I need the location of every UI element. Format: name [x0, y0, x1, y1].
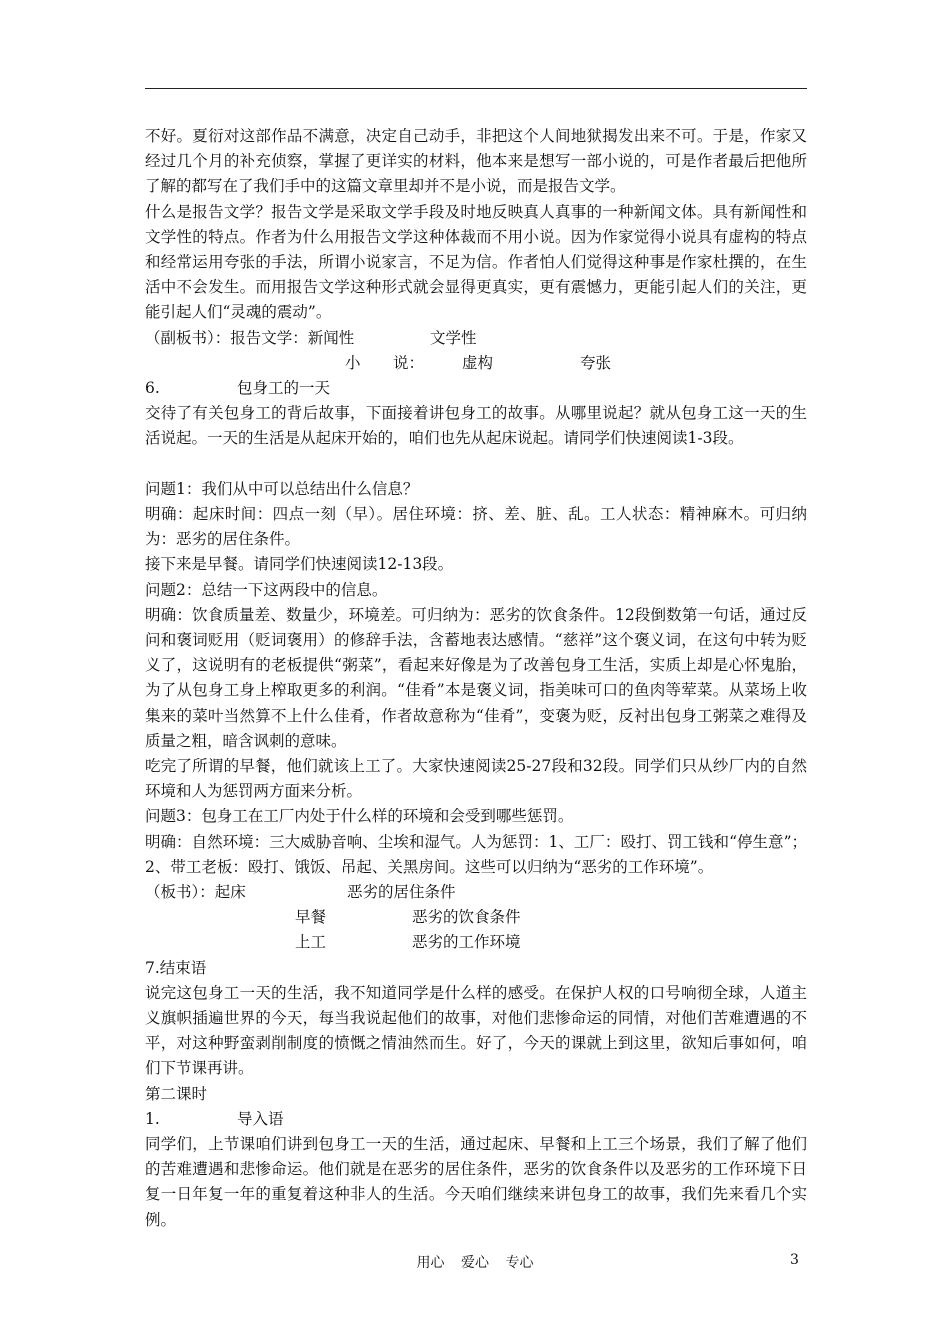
sub-board-lead: （副板书）：报告文学：新闻性 [145, 328, 355, 347]
board-line-1 [145, 880, 807, 905]
board-item: 上工 [295, 933, 327, 952]
footer-word: 爱心 [461, 1255, 489, 1271]
question: 问题2：总结一下这两段中的信息。 [145, 580, 388, 599]
answer: 明确：自然环境：三大威胁音响、尘埃和湿气。人为惩罚：1、工厂：殴打、罚工钱和“停生意”；2、带工老板：殴打、饿饭、吊起、关黑房间。这些可以归纳为“恶劣的工作环境”。 [145, 832, 807, 876]
paragraph: 什么是报告文学？报告文学是采取文学手段及时地反映真人真事的一种新闻文体。具有新闻性和文学性的特点。作者为什么用报告文学这种体裁而不用小说。因为作家觉得小说具有虚构的特点和经常运用夸张的手法，所谓小说家言，不足为信。作者怕人们觉得这种事是作家杜撰的，在生活中不会发生。而用报告文学这种形式就会显得更真实，更有震憾力，更能引起人们的关注，更能引起人们“灵魂的震动”。 [145, 202, 807, 322]
sub-board-item: 文学性 [430, 328, 477, 347]
sub-board-line-2 [145, 351, 807, 376]
board-item: 恶劣的居住条件 [347, 883, 456, 902]
header-rule [145, 88, 807, 89]
section-number: 1. [145, 1109, 160, 1128]
paragraph: 吃完了所谓的早餐，他们就该上工了。大家快速阅读25-27段和32段。同学们只从纱厂内的自然环境和人为惩罚两方面来分析。 [145, 757, 807, 801]
section-title: 包身工的一天 [237, 379, 331, 397]
paragraph: 说完这包身工一天的生活，我不知道同学是什么样的感受。在保护人权的口号响彻全球，人道主义旗帜插遍世界的今天，每当我说起他们的故事，对他们悲惨命运的同情，对他们苦难遭遇的不平，对这种野蛮剥削制度的愤慨之情油然而生。好了，今天的课就上到这里，欲知后事如何，咱们下节课再讲。 [145, 983, 807, 1078]
section-heading: 7.结束语 [145, 958, 207, 977]
section-title: 导入语 [237, 1109, 284, 1128]
question: 问题1：我们从中可以总结出什么信息？ [145, 479, 419, 498]
sub-board-item: 虚构 [462, 353, 494, 372]
blank-line [145, 452, 807, 477]
board-lead: （板书）：起床 [145, 883, 246, 902]
answer: 明确：起床时间：四点一刻（早）。居住环境：挤、差、脏、乱。工人状态：精神麻木。可归纳为：恶劣的居住条件。 [145, 504, 807, 549]
board-item: 恶劣的工作环境 [412, 933, 521, 952]
board-item: 恶劣的饮食条件 [412, 908, 521, 927]
board-item: 早餐 [295, 908, 327, 927]
paragraph: 接下来是早餐。请同学们快速阅读12-13段。 [145, 555, 454, 574]
page-number: 3 [790, 1252, 799, 1268]
footer-word: 专心 [505, 1255, 534, 1271]
board-line-2 [145, 905, 807, 930]
sub-board-line-1 [145, 326, 807, 351]
section-number: 6. [145, 379, 160, 397]
paragraph: 交待了有关包身工的背后故事，下面接着讲包身工的故事。从哪里说起？就从包身工这一天的生活说起。一天的生活是从起床开始的，咱们也先从起床说起。请同学们快速阅读1-3段。 [145, 404, 807, 448]
sub-board-item: 夸张 [580, 353, 612, 372]
answer: 明确：饮食质量差、数量少，环境差。可归纳为：恶劣的饮食条件。12段倒数第一句话，通过反问和褒词贬用（贬词褒用）的修辞手法，含蓄地表达感情。“慈祥”这个褒义词，在这句中转为贬义了，这说明有的老板提供“粥菜”，看起来好像是为了改善包身工生活，实质上却是心怀鬼胎，为了从包身工身上榨取更多的利润。“佳肴”本是褒义词，指美味可口的鱼肉等荤菜。从菜场上收集来的菜叶当然算不上什么佳肴，作者故意称为“佳肴”，变褒为贬，反衬出包身工粥菜之难得及质量之粗，暗含讽刺的意味。 [145, 605, 807, 750]
footer-motto [0, 1252, 950, 1272]
section-heading [145, 376, 807, 401]
board-line-3 [145, 930, 807, 955]
sub-board-item: 说： [393, 353, 425, 372]
paragraph: 不好。夏衍对这部作品不满意，决定自己动手，非把这个人间地狱揭发出来不可。于是，作家又经过几个月的补充侦察，掌握了更详实的材料，他本来是想写一部小说的，可是作者最后把他所了解的都写在了我们手中的这篇文章里却并不是小说，而是报告文学。 [145, 127, 807, 196]
footer-word: 用心 [416, 1255, 445, 1271]
sub-board-item: 小 [345, 353, 361, 372]
document-body [145, 124, 807, 1233]
section-heading [145, 1107, 807, 1132]
paragraph: 同学们，上节课咱们讲到包身工一天的生活，通过起床、早餐和上工三个场景，我们了解了他们的苦难遭遇和悲惨命运。他们就是在恶劣的居住条件，恶劣的饮食条件以及恶劣的工作环境下日复一日年复一年的重复着这种非人的生活。今天咱们继续来讲包身工的故事，我们先来看几个实例。 [145, 1135, 807, 1229]
lesson-heading: 第二课时 [145, 1084, 208, 1103]
question: 问题3：包身工在工厂内处于什么样的环境和会受到哪些惩罚。 [145, 807, 574, 826]
